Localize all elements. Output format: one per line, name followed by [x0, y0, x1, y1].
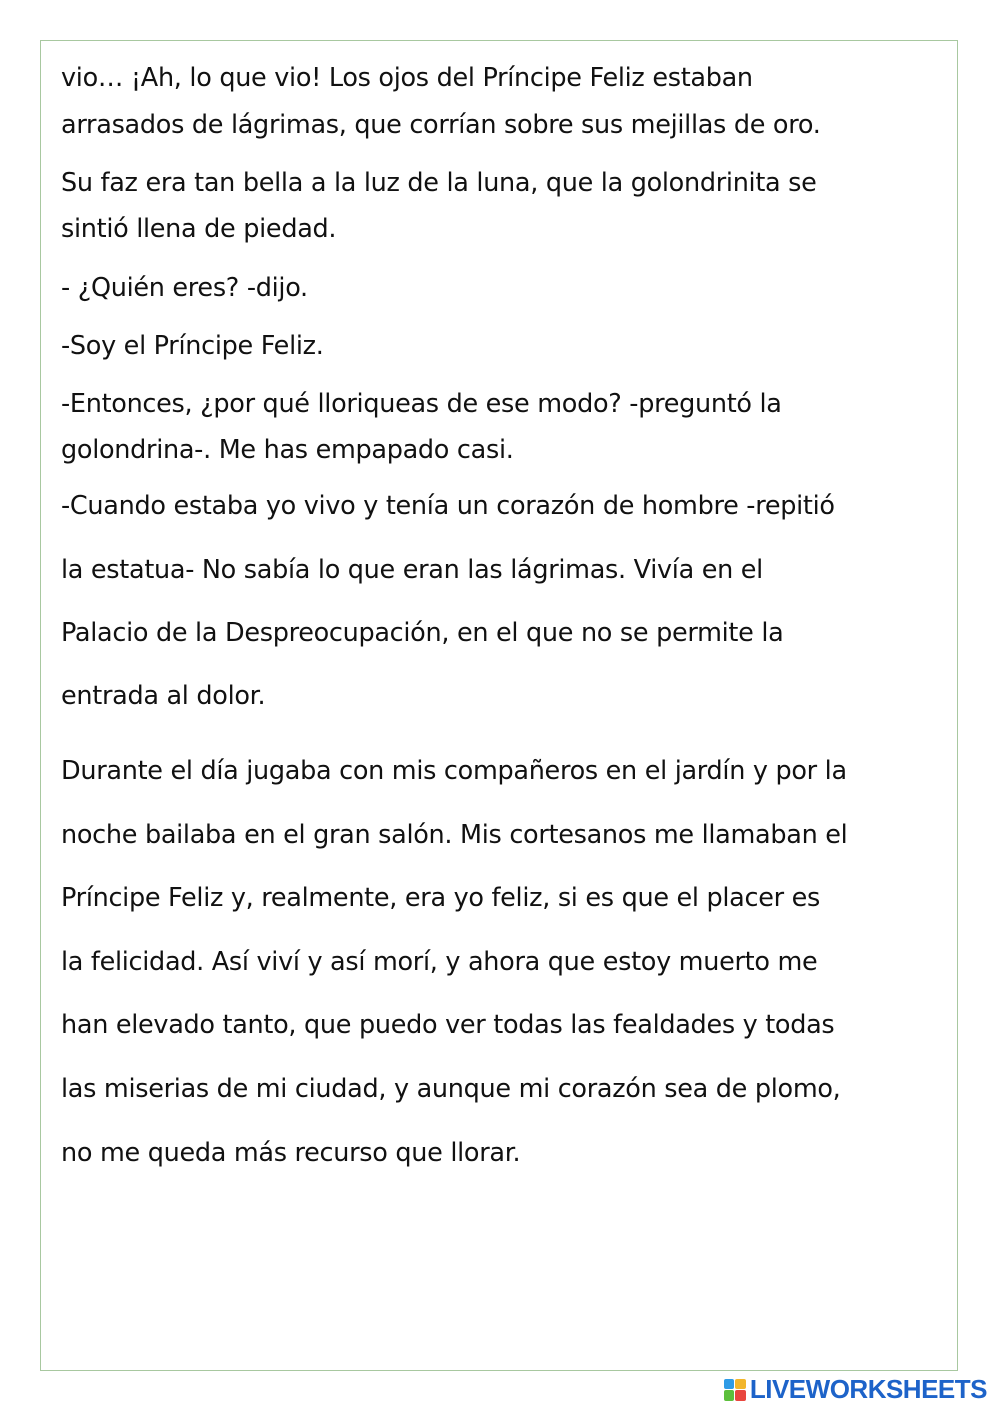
logo-square: [724, 1390, 735, 1401]
text-line: -Soy el Príncipe Feliz.: [61, 331, 324, 361]
text-line: sintió llena de piedad.: [61, 214, 337, 244]
text-line: -Entonces, ¿por qué lloriqueas de ese modo? -preguntó la: [61, 389, 782, 419]
logo-text: LIVEWORKSHEETS: [749, 1374, 987, 1404]
text-line: -Cuando estaba yo vivo y tenía un corazón de hombre -repitió: [61, 491, 835, 521]
logo-square: [724, 1379, 735, 1390]
liveworksheets-logo-icon: [724, 1379, 746, 1401]
text-line: entrada al dolor.: [61, 681, 266, 711]
logo-square: [735, 1379, 746, 1390]
text-line: han elevado tanto, que puedo ver todas las fealdades y todas: [61, 1010, 835, 1040]
text-line: Durante el día jugaba con mis compañeros en el jardín y por la: [61, 756, 847, 786]
text-line: - ¿Quién eres? -dijo.: [61, 273, 308, 303]
text-line: golondrina-. Me has empapado casi.: [61, 435, 514, 465]
text-line: noche bailaba en el gran salón. Mis cortesanos me llamaban el: [61, 820, 848, 850]
text-line: arrasados de lágrimas, que corrían sobre sus mejillas de oro.: [61, 110, 821, 140]
liveworksheets-logo[interactable]: [724, 1374, 987, 1405]
text-line: las miserias de mi ciudad, y aunque mi corazón sea de plomo,: [61, 1074, 841, 1104]
logo-square: [735, 1390, 746, 1401]
text-line: la estatua- No sabía lo que eran las lágrimas. Vivía en el: [61, 555, 763, 585]
text-line: Palacio de la Despreocupación, en el que no se permite la: [61, 618, 784, 648]
text-line: no me queda más recurso que llorar.: [61, 1138, 521, 1168]
text-line: Príncipe Feliz y, realmente, era yo feliz, si es que el placer es: [61, 883, 820, 913]
text-line: Su faz era tan bella a la luz de la luna, que la golondrinita se: [61, 168, 817, 198]
text-line: vio… ¡Ah, lo que vio! Los ojos del Príncipe Feliz estaban: [61, 63, 753, 93]
text-line: la felicidad. Así viví y así morí, y ahora que estoy muerto me: [61, 947, 818, 977]
